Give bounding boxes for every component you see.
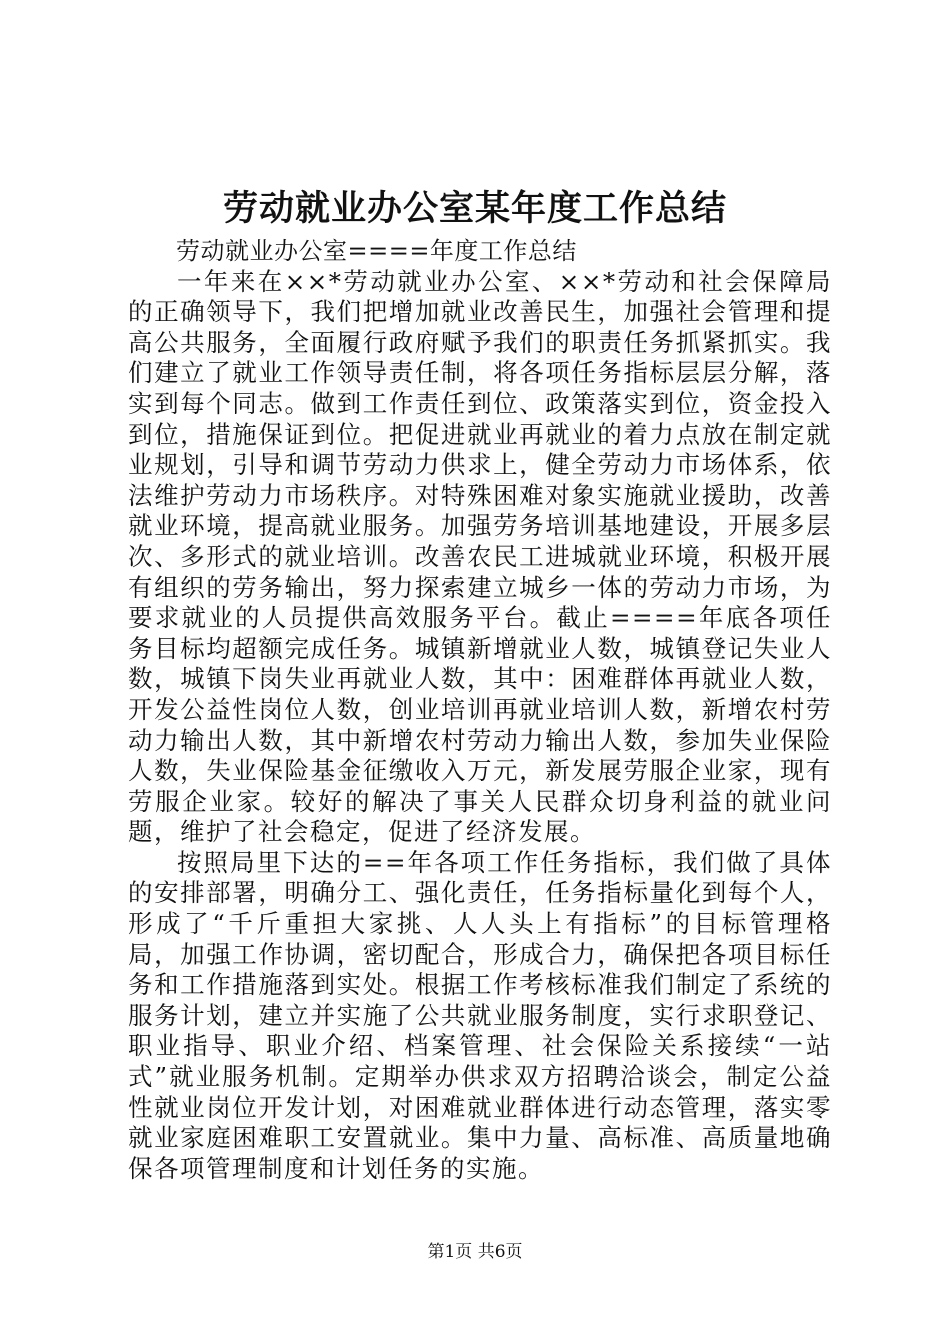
page-footer: 第1页 共6页 [427, 1242, 523, 1262]
paragraph-2: 按照局里下达的==年各项工作任务指标，我们做了具体的安排部署，明确分工、强化责任，任务指标量化到每个人，形成了“千斤重担大家挑、人人头上有指标”的目标管理格局，加强工作协调，密切配合，形成合力，确保把各项目标任务和工作措施落到实处。根据工作考核标准我们制定了系统的服务计划，建立并实施了公共就业服务制度，实行求职登记、职业指导、职业介绍、档案管理、社会保险关系接续“一站式”就业服务机制。定期举办供求双方招聘洽谈会，制定公益性就业岗位开发计划，对困难就业群体进行动态管理，落实零就业家庭困难职工安置就业。集中力量、高标准、高质量地确保各项管理制度和计划任务的实施。 [128, 847, 832, 1183]
document-body [128, 236, 832, 1184]
document-subtitle: 劳动就业办公室====年度工作总结 [176, 237, 577, 265]
document-title: 劳动就业办公室某年度工作总结 [222, 188, 727, 229]
paragraph-1: 一年来在××*劳动就业办公室、××*劳动和社会保障局的正确领导下，我们把增加就业改善民生，加强社会管理和提高公共服务，全面履行政府赋予我们的职责任务抓紧抓实。我们建立了就业工作领导责任制，将各项任务指标层层分解，落实到每个同志。做到工作责任到位、政策落实到位，资金投入到位，措施保证到位。把促进就业再就业的着力点放在制定就业规划，引导和调节劳动力供求上，健全劳动力市场体系，依法维护劳动力市场秩序。对特殊困难对象实施就业援助，改善就业环境，提高就业服务。加强劳务培训基地建设，开展多层次、多形式的就业培训。改善农民工进城就业环境，积极开展有组织的劳务输出，努力探索建立城乡一体的劳动力市场，为要求就业的人员提供高效服务平台。截止====年底各项任务目标均超额完成任务。城镇新增就业人数，城镇登记失业人数，城镇下岗失业再就业人数，其中：困难群体再就业人数，开发公益性岗位人数，创业培训再就业培训人数，新增农村劳动力输出人数，其中新增农村劳动力输出人数，参加失业保险人数，失业保险基金征缴收入万元，新发展劳服企业家，现有劳服企业家。较好的解决了事关人民群众切身利益的就业问题，维护了社会稳定，促进了经济发展。 [128, 266, 832, 847]
